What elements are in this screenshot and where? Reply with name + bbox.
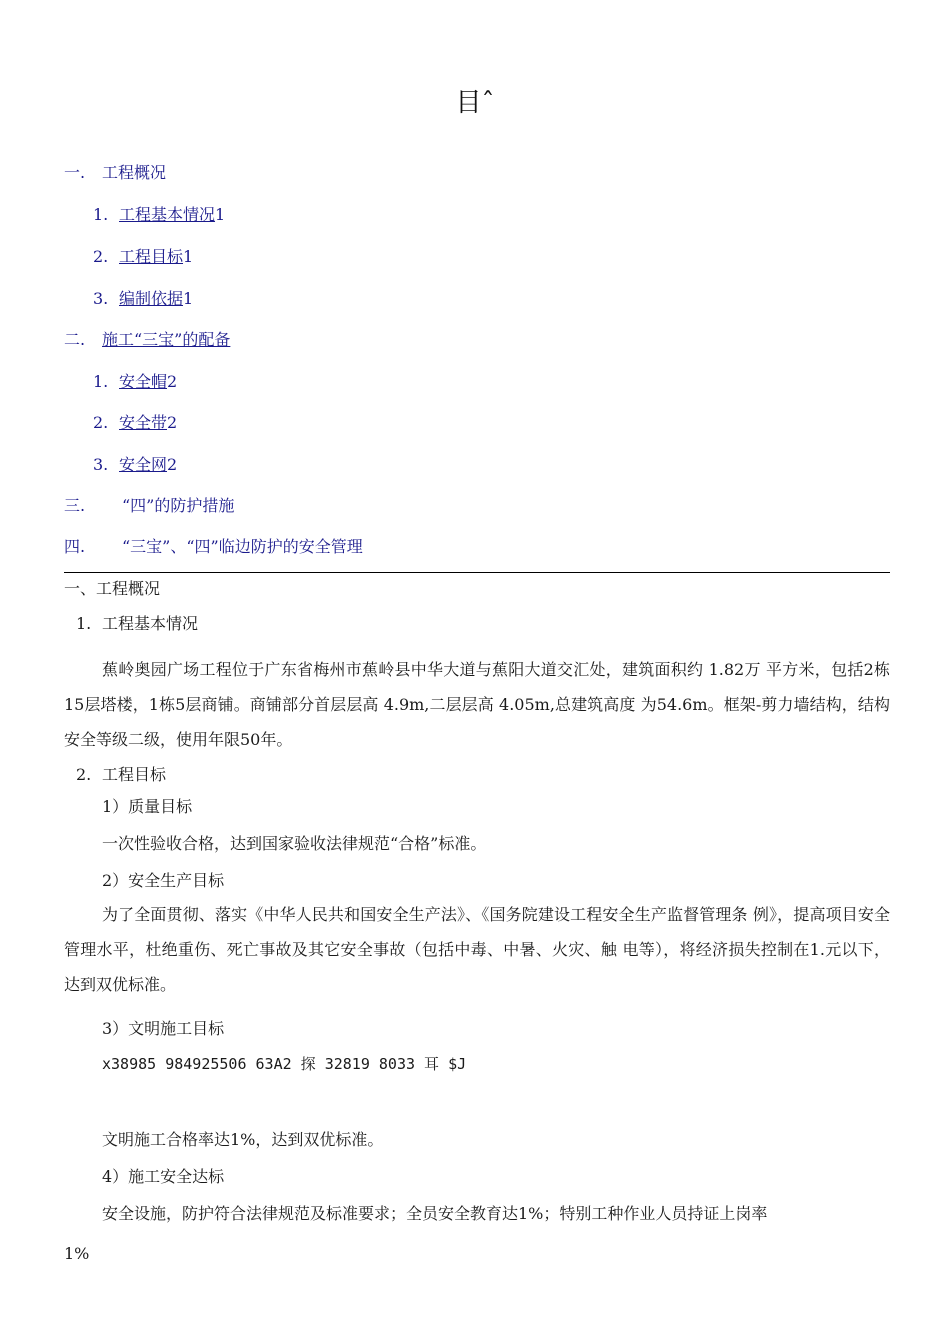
- goal-text: 一次性验收合格，达到国家验收法律规范“合格”标准。: [102, 834, 487, 853]
- goal-heading: 3）文明施工目标: [102, 1019, 225, 1038]
- toc-link[interactable]: [93, 289, 183, 308]
- toc-item-1-2[interactable]: [93, 244, 193, 267]
- subsection-title: 工程目标: [102, 765, 167, 784]
- goal-text: 文明施工合格率达1%，达到双优标准。: [102, 1130, 384, 1149]
- goal-heading: 2）安全生产目标: [102, 871, 225, 890]
- subsection-number: 2.: [76, 765, 92, 784]
- toc-link[interactable]: [93, 205, 215, 224]
- toc-page-number: 2: [167, 413, 178, 432]
- toc-item-section-4[interactable]: [64, 534, 363, 557]
- toc-label: 安全带: [119, 413, 168, 432]
- toc-label: 编制依据: [119, 289, 184, 308]
- toc-number: 三.: [64, 496, 86, 515]
- goal-heading: 1）质量目标: [102, 797, 193, 816]
- toc-label: “四”的防护措施: [122, 496, 235, 515]
- toc-number: 二.: [64, 330, 86, 349]
- document-title: 目ˆ: [455, 88, 495, 118]
- toc-item-section-3[interactable]: [64, 493, 234, 516]
- toc-divider: [64, 572, 890, 573]
- toc-label: 安全网: [119, 455, 168, 474]
- toc-item-1-1[interactable]: [93, 202, 225, 225]
- toc-page-number: 1: [215, 205, 226, 224]
- toc-link[interactable]: [93, 247, 183, 266]
- toc-label: 工程概况: [102, 163, 167, 182]
- toc-page-number: 1: [183, 247, 194, 266]
- toc-item-2-3[interactable]: [93, 452, 177, 475]
- subsection-heading: [76, 762, 166, 785]
- garbled-text-line: x38985 984925506 63A2 探 32819 8033 耳 $J: [102, 1055, 467, 1073]
- toc-number: 1.: [93, 205, 109, 224]
- subsection-heading: [76, 611, 198, 634]
- toc-item-2-1[interactable]: [93, 369, 177, 392]
- toc-item-section-1[interactable]: [64, 160, 166, 183]
- toc-number: 一.: [64, 163, 86, 182]
- toc-item-1-3[interactable]: [93, 286, 193, 309]
- toc-label: “三宝”、“四”临边防护的安全管理: [122, 537, 363, 556]
- toc-label: 安全帽: [119, 372, 168, 391]
- toc-item-2-2[interactable]: [93, 410, 177, 433]
- toc-number: 1.: [93, 372, 109, 391]
- toc-number: 四.: [64, 537, 86, 556]
- toc-page-number: 1: [183, 289, 194, 308]
- goal-heading: 4）施工安全达标: [102, 1167, 225, 1186]
- goal-text-safety: 为了全面贯彻、落实《中华人民共和国安全生产法》、《国务院建设工程安全生产监督管理条 例》，提高项目安全管理水平，杜绝重伤、死亡事故及其它安全事故（包括中毒、中暑、火灾、触 电等），将经济损失控制在1.元以下，达到双优标准。: [64, 905, 890, 994]
- toc-link[interactable]: [93, 413, 167, 432]
- continuation-text: 1%: [64, 1244, 90, 1263]
- section-heading: 一、工程概况: [64, 579, 161, 598]
- toc-item-section-2[interactable]: [64, 327, 230, 350]
- toc-number: 3.: [93, 455, 109, 474]
- toc-label: 工程基本情况: [119, 205, 216, 224]
- toc-link[interactable]: 施工“三宝”的配备: [102, 330, 231, 349]
- subsection-number: 1.: [76, 614, 92, 633]
- goal-text: 安全设施，防护符合法律规范及标准要求；全员安全教育达1%；特别工种作业人员持证上岗率: [102, 1204, 768, 1223]
- paragraph-project-overview: 蕉岭奥园广场工程位于广东省梅州市蕉岭县中华大道与蕉阳大道交汇处，建筑面积约 1.82万 平方米，包括2栋15层塔楼，1栋5层商铺。商铺部分首层层高 4.9m,二层层高 4.05m,总建筑高度 为54.6m。框架-剪力墙结构，结构安全等级二级，使用年限50年。: [64, 660, 890, 749]
- toc-page-number: 2: [167, 372, 178, 391]
- toc-number: 2.: [93, 413, 109, 432]
- toc-page-number: 2: [167, 455, 178, 474]
- toc-link[interactable]: [93, 455, 167, 474]
- toc-number: 3.: [93, 289, 109, 308]
- toc-label: 工程目标: [119, 247, 184, 266]
- subsection-title: 工程基本情况: [102, 614, 199, 633]
- toc-link[interactable]: [93, 372, 167, 391]
- toc-number: 2.: [93, 247, 109, 266]
